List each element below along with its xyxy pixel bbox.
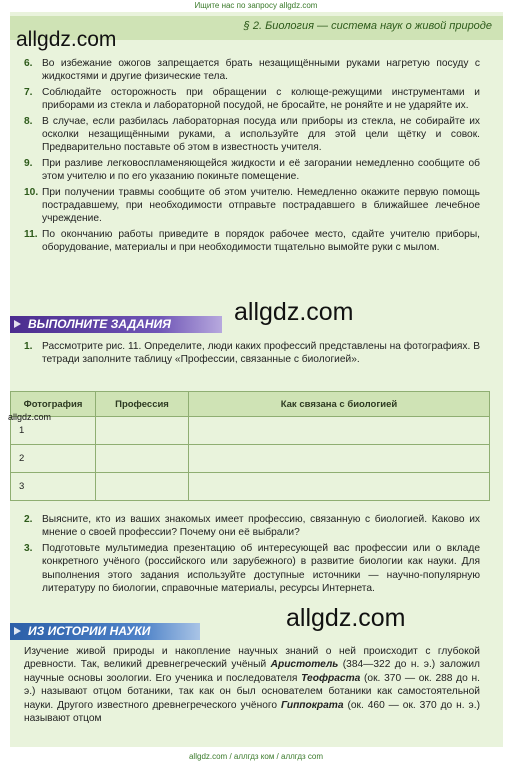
history-banner: ИЗ ИСТОРИИ НАУКИ xyxy=(10,623,200,640)
table-cell xyxy=(96,417,189,445)
table-cell xyxy=(96,473,189,501)
tasks-banner: ВЫПОЛНИТЕ ЗАДАНИЯ xyxy=(10,316,222,333)
watermark: allgdz.com xyxy=(286,604,406,632)
list-item: 10. При получении травмы сообщите об этом учителю. Немедленно окажите первую помощь пострадавшему, при необходимости отправьте пострадавшего в ближайшее лечебное учреждение. xyxy=(24,186,480,225)
list-item: 6. Во избежание ожогов запрещается брать незащищёнными руками нагретую посуду с жидкостями и другие физические тела. xyxy=(24,58,480,83)
watermark: allgdz.com xyxy=(16,28,117,51)
list-item: 9. При разливе легковоспламеняющейся жидкости и её загорании немедленно сообщите об этом учителю и по его указанию покиньте помещение. xyxy=(24,157,480,183)
top-search-hint[interactable]: Ищите нас по запросу allgdz.com xyxy=(194,1,318,10)
footer-links[interactable]: allgdz.com / аллгдз ком / аллгдз com xyxy=(188,752,324,761)
list-item: 1. Рассмотрите рис. 11. Определите, люди каких профессий представлены на фотографиях. В тетради заполните таблицу «Профессии, связанные с биологией». xyxy=(24,341,480,366)
list-item: 2. Выясните, кто из ваших знакомых имеет профессию, связанную с биологией. Каково их мнение о своей профессии? Почему они её выбрали? xyxy=(24,514,480,539)
table-cell xyxy=(96,445,189,473)
column-header: Как связана с биологией xyxy=(189,392,490,417)
safety-rules-list xyxy=(24,57,480,255)
table-cell: 2 xyxy=(11,445,96,473)
history-paragraph: Изучение живой природы и накопление научных знаний о ней происходит с глубокой древности. Так, великий древнегреческий учёный Аристотель (384—322 до н. э.) заложил научные основы зоологии. Его ученика и последователя Теофраста (ок. 370 — ок. 288 до н. э.) называют отцом ботаники, так как он был основателем ботаники как самостоятельной науки. Другого известного древнегреческого учёного Гиппократа (ок. 460 — ок. 370 до н. э.) называют отцом xyxy=(24,646,481,725)
task-1 xyxy=(24,340,480,367)
list-item: 7. Соблюдайте осторожность при обращении с колюще-режущими инструментами и приборами из стекла и лабораторной посудой, не бросайте, не роняйте и не ударяйте их. xyxy=(24,86,480,112)
scientist-name: Теофраста xyxy=(301,672,361,684)
table-cell xyxy=(189,445,490,473)
watermark: allgdz.com xyxy=(8,412,52,422)
arrow-icon xyxy=(14,320,21,328)
list-item: 8. В случае, если разбилась лабораторная посуда или приборы из стекла, не собирайте их осколки незащищёнными руками, а используйте для этой цели щётку и совок. Предварительно поставьте об этом в известность учителя. xyxy=(24,115,480,154)
professions-table xyxy=(10,391,490,501)
table-row xyxy=(11,445,490,473)
table-cell xyxy=(189,473,490,501)
scientist-name: Аристотель xyxy=(270,659,339,671)
arrow-icon xyxy=(14,627,21,635)
section-title: § 2. Биология — система наук о живой природе xyxy=(243,20,492,32)
table-cell: 3 xyxy=(11,473,96,501)
column-header: Профессия xyxy=(96,392,189,417)
table-cell: 1 xyxy=(11,417,96,445)
scientist-name: Гиппократа xyxy=(280,699,344,711)
list-item: 11. По окончанию работы приведите в порядок рабочее место, сдайте учителю приборы, оборудование, материалы и при необходимости тщательно вымойте руки с мылом. xyxy=(24,228,480,254)
tasks-2-3 xyxy=(24,513,480,595)
table-row xyxy=(11,417,490,445)
table-cell xyxy=(189,417,490,445)
table-row xyxy=(11,473,490,501)
watermark: allgdz.com xyxy=(234,298,354,326)
column-header: Фотография xyxy=(11,392,96,417)
list-item: 3. Подготовьте мультимедиа презентацию об интересующей вас профессии или о вкладе конкретного учёного (российского или зарубежного) в развитие биологии как науки. Для выполнения этого задания используйте доступные источники — научно-популярную литературу по биологии, справочные материалы, ресурсы Интернета. xyxy=(24,542,480,595)
